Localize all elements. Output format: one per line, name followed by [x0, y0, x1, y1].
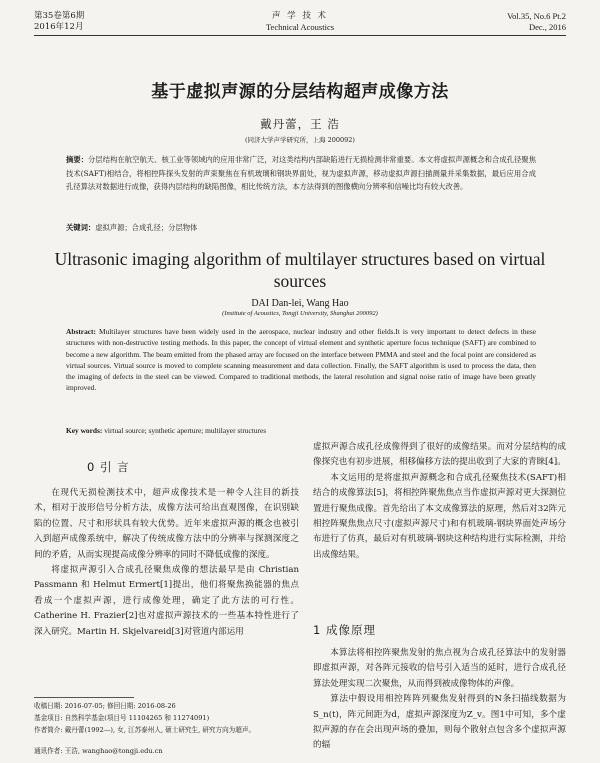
section-0-paragraph-2: 将虚拟声源引入合成孔径聚焦成像的想法最早是由 Christian Passmann 和 Helmut Ermert[1]提出，他们将聚焦换能器的焦点看成一个虚拟声源，进行成像处理，确定了此方法的可行性。Catherine H. Frazier[2]也对虚拟声源技术的一些基本特性进行了深入研究。Martin H. Skjelvareid[3]对管道内部运用: [34, 565, 299, 637]
header-date: 2016年12月: [34, 22, 84, 32]
footnote-4: 通讯作者: 王浩, wanghao@tongji.edu.cn: [34, 747, 163, 755]
affiliation-en: (Institute of Acoustics, Tongji University, Shanghai 200092): [222, 310, 378, 317]
affiliation-zh: (同济大学声学研究所，上海 200092): [245, 136, 355, 144]
section-0-paragraph-1: 在现代无损检测技术中，超声成像技术是一种令人注目的新技术，相对于波形信号分析方法，成像方法可给出直观图像，在识别缺陷的位置、尺寸和形状具有较大优势。近年来虚拟声源的概念也被引入到超声成像系统中，解决了传统成像方法中的分辨率与探测深度之间的矛盾，从而实现提高成像分辨率的同时不降低成像的深度。: [34, 488, 299, 560]
authors-en: DAI Dan-lei, Wang Hao: [251, 298, 349, 309]
page-title-en: Ultrasonic imaging algorithm of multilayer structures based on virtual sources: [54, 249, 546, 291]
section-0-heading: 0 引 言: [87, 460, 130, 474]
page-title-zh: 基于虚拟声源的分层结构超声成像方法: [151, 82, 449, 102]
section-1-heading: 1 成像原理: [313, 623, 376, 637]
keywords-en-text: virtual source; synthetic aperture; multilayer structures: [104, 426, 267, 435]
header-journal-zh: 声 学 技 术: [271, 11, 329, 21]
header-volume-en: Vol.35, No.6 Pt.2: [507, 11, 566, 21]
left-column: [34, 486, 299, 640]
header-date-en: Dec., 2016: [528, 22, 566, 32]
keywords-zh-label: 关键词：: [66, 223, 96, 232]
keywords-zh: [66, 221, 536, 235]
keywords-zh-text: 虚拟声源；合成孔径；分层物体: [95, 223, 198, 232]
right-paragraph-1: 虚拟声源合成孔径成像得到了很好的成像结果。而对分层结构的成像探究也有初步进展，相移偏移方法的提出收到了大家的青睐[4]。: [313, 442, 566, 468]
authors-zh: 戴丹蕾，王 浩: [260, 117, 340, 131]
footnote-rule: [34, 697, 134, 698]
abstract-zh-text: 分层结构在航空航天、核工业等领域内的应用非常广泛，对这类结构内部缺陷进行无损检测非常重要。本文将虚拟声源概念和合成孔径聚焦技术(SAFT)相结合，将相控阵探头发射的声束聚焦在有机玻璃和钢块界面处，视为虚拟声源，移动虚拟声源扫描测量并采集数据，最后应用合成孔径算法对数据进行成像，获得内层结构的缺陷图像，相比传统方法，本方法得到的图像横向分辨率和信噪比均有较大改善。: [66, 155, 537, 191]
footnote-2: 基金项目: 自然科学基金(项目号 11104265 和 11274091): [34, 714, 210, 722]
abstract-en-label: Abstract:: [66, 327, 96, 336]
abstract-zh-label: 摘要：: [66, 155, 89, 164]
abstract-en: [66, 326, 536, 394]
keywords-en: [66, 425, 536, 436]
footnote-3: 作者简介: 戴丹蕾(1992—), 女, 江苏泰州人, 硕士研究生, 研究方向为超声。: [34, 726, 256, 734]
keywords-en-label: Key words:: [66, 426, 103, 435]
header-journal-en: Technical Acoustics: [265, 22, 335, 32]
header-rule: [34, 35, 566, 36]
section-1-paragraph-2: 算法中假设用相控阵阵列聚焦发射得到的N条扫描线数据为S_n(t)，阵元间距为d，虚拟声源深度为Z_v。图1中可知，多个虚拟声源的存在会出现声场的叠加，则每个散射点包含多个虚拟声源的辐: [313, 694, 566, 751]
abstract-zh: [66, 153, 536, 194]
abstract-en-text: Multilayer structures have been widely used in the aerospace, nuclear industry and other fields.It is very important to detect defects in these structures with non-destructive testing methods. In this paper, the concept of virtual element and synthetic aperture focus technique (SAFT) are combined to become a new algorithm. The beam emitted from the phased array are focused on the interface between PMMA and steel and the focal point are considered as virtual sources. Virtual source is moved to complete scanning measurement and data collection. Finally, the SAFT algorithm is used to process the data, then the imaging of defects in the steel can be viewed. Compared to traditional methods, the lateral resolution and signal noise ratio of image have been greatly improved.: [66, 327, 536, 393]
footnote-1: 收稿日期: 2016-07-05; 修回日期: 2016-08-26: [34, 702, 176, 710]
right-column-bottom: [313, 646, 566, 754]
section-1-paragraph-1: 本算法将相控阵聚焦发射的焦点视为合成孔径算法中的发射器即虚拟声源，对各阵元接收的信号引入适当的延时，进行合成孔径算法处理实现二次聚焦，从而得到被成像物体的声像。: [313, 648, 566, 689]
right-paragraph-2: 本文运用的是将虚拟声源概念和合成孔径聚焦技术(SAFT)相结合的成像算法[5]，将相控阵聚焦焦点当作虚拟声源对更大探测位置进行聚焦成像。首先给出了本文成像算法的原理，然后对32阵元相控阵聚焦焦点尺寸(虚拟声源尺寸)和有机玻璃-钢块界面处声场分布进行了仿真，最后对有机玻璃-钢块这种结构进行实际检测，并给出成像结果。: [313, 472, 566, 560]
right-column-top: [313, 440, 566, 563]
header-volume: 第35卷第6期: [34, 11, 85, 21]
